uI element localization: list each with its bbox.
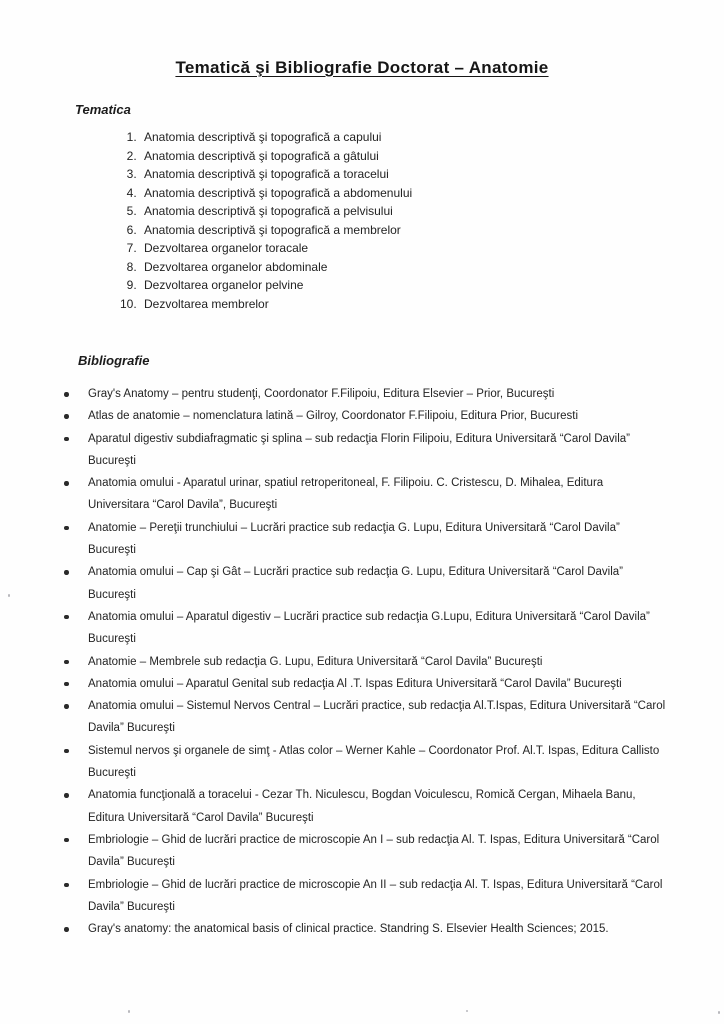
bibliografie-item: Anatomia omului - Aparatul urinar, spatiul retroperitoneal, F. Filipoiu. C. Cristescu, D. Mihalea, Editura Universitara “Carol Davila”, Bucureşti [88, 472, 666, 517]
page-title: Tematică şi Bibliografie Doctorat – Anatomie [175, 58, 549, 77]
bibliografie-item: Sistemul nervos şi organele de simţ - Atlas color – Werner Kahle – Coordonator Prof. Al.T. Ispas, Editura Callisto Bucureşti [88, 740, 666, 785]
scan-artifact [128, 1010, 130, 1013]
bibliografie-item: Atlas de anatomie – nomenclatura latină – Gilroy, Coordonator F.Filipoiu, Editura Prior, Bucuresti [88, 405, 666, 427]
bibliografie-item: Embriologie – Ghid de lucrări practice de microscopie An II – sub redacţia Al. T. Ispas, Editura Universitară “Carol Davila” Bucureşti [88, 874, 666, 919]
tematica-item: 4. Anatomia descriptivă şi topografică a abdomenului [140, 184, 724, 203]
bibliografie-item: Anatomie – Membrele sub redacţia G. Lupu, Editura Universitară “Carol Davila” Bucureşti [88, 651, 666, 673]
tematica-item: 5. Anatomia descriptivă şi topografică a pelvisului [140, 202, 724, 221]
bibliografie-item: Gray's Anatomy – pentru studenţi, Coordonator F.Filipoiu, Editura Elsevier – Prior, Bucureşti [88, 383, 666, 405]
bibliografie-item: Anatomia omului – Cap şi Gât – Lucrări practice sub redacţia G. Lupu, Editura Universitară “Carol Davila” Bucureşti [88, 561, 666, 606]
scan-artifact [718, 1011, 720, 1014]
bibliografie-item: Anatomia omului – Sistemul Nervos Central – Lucrări practice, sub redacţia Al.T.Ispas, Editura Universitară “Carol Davila” Bucureşti [88, 695, 666, 740]
bibliografie-list [88, 383, 666, 940]
tematica-item: 10. Dezvoltarea membrelor [140, 295, 724, 314]
tematica-list [0, 128, 724, 313]
bibliografie-item: Embriologie – Ghid de lucrări practice de microscopie An I – sub redacţia Al. T. Ispas, Editura Universitară “Carol Davila” Bucureşti [88, 829, 666, 874]
tematica-item: 7. Dezvoltarea organelor toracale [140, 239, 724, 258]
bibliografie-heading: Bibliografie [78, 353, 150, 368]
tematica-item: 6. Anatomia descriptivă şi topografică a membrelor [140, 221, 724, 240]
bibliografie-item: Aparatul digestiv subdiafragmatic şi splina – sub redacţia Florin Filipoiu, Editura Universitară “Carol Davila” Bucureşti [88, 428, 666, 473]
bibliografie-item: Anatomie – Pereţii trunchiului – Lucrări practice sub redacţia G. Lupu, Editura Universitară “Carol Davila” Bucureşti [88, 517, 666, 562]
bibliografie-item: Anatomia omului – Aparatul digestiv – Lucrări practice sub redacţia G.Lupu, Editura Universitară “Carol Davila” Bucureşti [88, 606, 666, 651]
tematica-item: 3. Anatomia descriptivă şi topografică a toracelui [140, 165, 724, 184]
scan-artifact [466, 1010, 468, 1012]
scan-artifact [8, 594, 10, 597]
tematica-item: 8. Dezvoltarea organelor abdominale [140, 258, 724, 277]
tematica-item: 9. Dezvoltarea organelor pelvine [140, 276, 724, 295]
bibliografie-item: Gray's anatomy: the anatomical basis of clinical practice. Standring S. Elsevier Health Sciences; 2015. [88, 918, 666, 940]
bibliografie-item: Anatomia omului – Aparatul Genital sub redacţia Al .T. Ispas Editura Universitară “Carol Davila” Bucureşti [88, 673, 666, 695]
tematica-item: 2. Anatomia descriptivă şi topografică a gâtului [140, 147, 724, 166]
tematica-item: 1. Anatomia descriptivă şi topografică a capului [140, 128, 724, 147]
bibliografie-item: Anatomia funcţională a toracelui - Cezar Th. Niculescu, Bogdan Voiculescu, Romică Cergan, Mihaela Banu, Editura Universitară “Carol Davila” Bucureşti [88, 784, 666, 829]
tematica-heading: Tematica [75, 102, 131, 117]
